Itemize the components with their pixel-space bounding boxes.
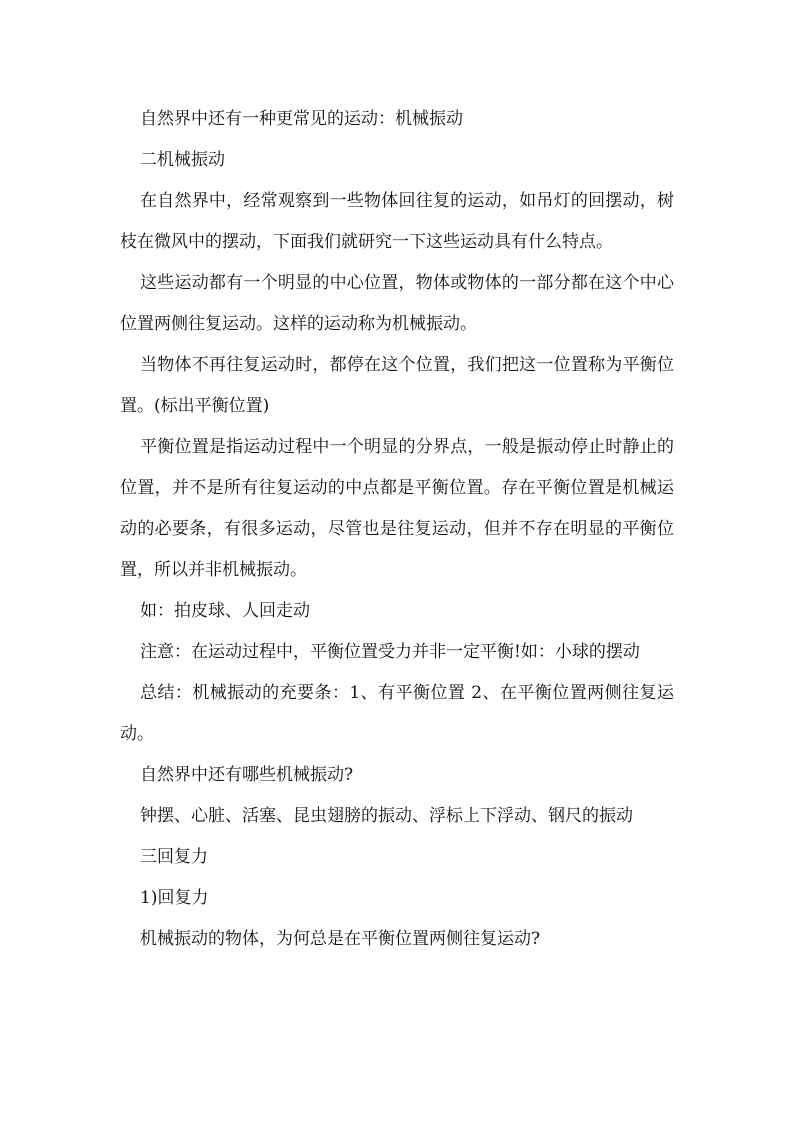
paragraph-examples-non-vibration: 如：拍皮球、人回走动 bbox=[140, 601, 310, 621]
paragraph-note: 注意：在运动过程中，平衡位置受力并非一定平衡!如：小球的摆动 bbox=[140, 642, 640, 662]
paragraph-intro: 自然界中还有一种更常见的运动：机械振动 bbox=[140, 109, 463, 129]
paragraph-definition: 这些运动都有一个明显的中心位置，物体或物体的一部分都在这个中心位置两侧往复运动。这样的运动称为机械振动。 bbox=[120, 273, 674, 334]
paragraph-examples-vibration: 钟摆、心脏、活塞、昆虫翅膀的振动、浮标上下浮动、钢尺的振动 bbox=[140, 806, 633, 826]
section-heading-mechanical-vibration: 二机械振动 bbox=[140, 150, 225, 170]
paragraph-final-question: 机械振动的物体，为何总是在平衡位置两侧往复运动? bbox=[140, 929, 541, 949]
paragraph-summary: 总结：机械振动的充要条：1、有平衡位置 2、在平衡位置两侧往复运动。 bbox=[120, 683, 674, 744]
paragraph-question: 自然界中还有哪些机械振动? bbox=[140, 765, 354, 785]
paragraph-equilibrium-explanation: 平衡位置是指运动过程中一个明显的分界点，一般是振动停止时静止的位置，并不是所有往复运动的中点都是平衡位置。存在平衡位置是机械运动的必要条，有很多运动，尽管也是往复运动，但并不存在明显的平衡位置，所以并非机械振动。 bbox=[120, 437, 674, 580]
section-heading-restoring-force: 三回复力 bbox=[140, 847, 208, 867]
paragraph-equilibrium-position: 当物体不再往复运动时，都停在这个位置，我们把这一位置称为平衡位置。(标出平衡位置) bbox=[120, 355, 674, 416]
subsection-heading-restoring-force: 1)回复力 bbox=[140, 888, 209, 908]
document-body bbox=[120, 99, 674, 960]
paragraph-observation: 在自然界中，经常观察到一些物体回往复的运动，如吊灯的回摆动，树枝在微风中的摆动，下面我们就研究一下这些运动具有什么特点。 bbox=[120, 191, 674, 252]
